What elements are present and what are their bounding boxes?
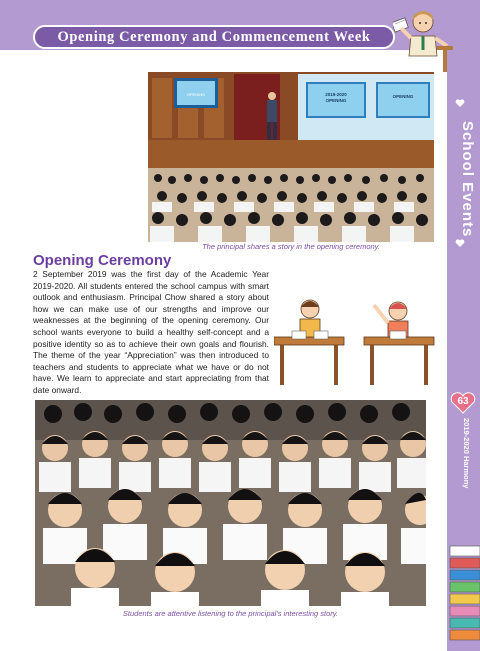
heart-icon (455, 238, 465, 248)
svg-text:2019-2020: 2019-2020 (325, 92, 347, 97)
page-title: Opening Ceremony and Commencement Week (33, 25, 395, 49)
students-listening-photo (35, 400, 426, 606)
book-stack-illustration-icon (448, 540, 480, 648)
svg-text:OPENING: OPENING (392, 94, 414, 99)
page-number: 63 (457, 396, 469, 407)
photo1-caption: The principal shares a story in the opening ceremony. (202, 242, 380, 251)
article-body: 2 September 2019 was the first day of the Academic Year 2019-2020. All students entered the school campus with smart outlook and enthusiasm. Principal Chow shared a story about how we can make use of our strengths and improve our weaknesses at the beginning of the opening ceremony. Our school wants everyone to build a healthy self-concept and a positive identity so as to achieve their own goals and flourish. The theme of the year “Appreciation” was then introduced to teachers and students to appreciate what we have or do not have. We learn to appreciate and start appreciating from that date onward. (33, 269, 269, 395)
photo2-caption: Students are attentive listening to the principal's interesting story. (122, 609, 339, 618)
section-label: School Events (459, 120, 476, 238)
svg-text:OPENING: OPENING (186, 92, 206, 97)
publication-label: 2019-2020 Harmony (462, 418, 471, 489)
students-at-desk-illustration-icon (274, 297, 436, 387)
svg-text:OPENING: OPENING (325, 98, 347, 103)
section-heading: Opening Ceremony (33, 252, 172, 269)
principal-stage-photo (148, 72, 434, 242)
girl-illustration-icon (393, 6, 455, 72)
